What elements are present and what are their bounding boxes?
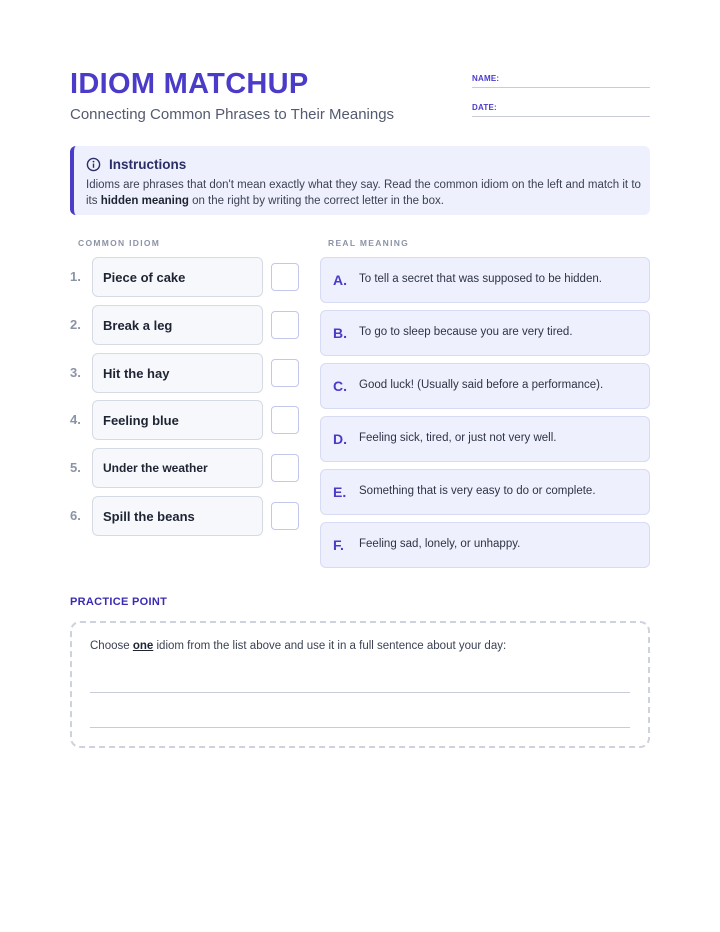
instructions-panel: [70, 146, 650, 215]
meaning-letter: F.: [333, 537, 344, 553]
idiom-card: [92, 305, 263, 345]
practice-prompt-emphasis: one: [132, 640, 154, 652]
idiom-row: [70, 305, 300, 345]
meaning-letter: A.: [333, 272, 347, 288]
idiom-row: [70, 257, 300, 297]
idiom-card: [92, 400, 263, 440]
meaning-letter: E.: [333, 484, 347, 500]
idiom-text: Hit the hay: [103, 366, 170, 381]
idiom-row: [70, 496, 300, 536]
meaning-letter: B.: [333, 325, 347, 341]
name-field[interactable]: [472, 70, 650, 88]
instructions-text-end: on the right by writing the correct letter in the box.: [188, 195, 444, 207]
meaning-card: [320, 416, 650, 462]
practice-panel: [70, 621, 650, 748]
page-subtitle: Connecting Common Phrases to Their Meanings: [70, 106, 395, 123]
info-icon: [86, 157, 101, 172]
meaning-text: Something that is very easy to do or complete.: [359, 485, 596, 497]
date-field[interactable]: [472, 99, 650, 117]
meaning-card: [320, 257, 650, 303]
date-label: DATE:: [472, 103, 497, 112]
idiom-text: Break a leg: [103, 318, 173, 333]
idiom-number: 1.: [70, 269, 81, 284]
answer-box[interactable]: [271, 502, 299, 530]
meaning-text: Feeling sick, tired, or just not very well.: [359, 432, 557, 444]
practice-prompt-end: idiom from the list above and use it in a full sentence about your day:: [153, 640, 507, 652]
idiom-card: [92, 257, 263, 297]
instructions-text-start: Idioms are phrases that don't mean exactly what they say. Read the common idiom on the left and match it to its: [86, 179, 641, 207]
answer-box[interactable]: [271, 263, 299, 291]
idiom-text: Piece of cake: [103, 270, 186, 285]
page-title: IDIOM MATCHUP: [70, 68, 309, 100]
idiom-number: 4.: [70, 412, 81, 427]
idiom-number: 6.: [70, 508, 81, 523]
idiom-number: 3.: [70, 365, 81, 380]
answer-box[interactable]: [271, 359, 299, 387]
meaning-card: [320, 522, 650, 568]
idiom-card: [92, 353, 263, 393]
meaning-text: To tell a secret that was supposed to be hidden.: [359, 273, 602, 285]
idiom-number: 5.: [70, 460, 81, 475]
instructions-title: Instructions: [109, 157, 187, 172]
meaning-text: To go to sleep because you are very tired.: [359, 326, 573, 338]
answer-box[interactable]: [271, 311, 299, 339]
answer-box[interactable]: [271, 406, 299, 434]
meaning-card: [320, 363, 650, 409]
idiom-text: Spill the beans: [103, 509, 195, 524]
practice-title: PRACTICE POINT: [70, 596, 168, 608]
meaning-card: [320, 310, 650, 356]
writing-line[interactable]: [90, 692, 630, 693]
meaning-letter: C.: [333, 378, 347, 394]
idiom-card: [92, 448, 263, 488]
practice-prompt-start: Choose: [90, 640, 133, 652]
meaning-card: [320, 469, 650, 515]
answer-box[interactable]: [271, 454, 299, 482]
idiom-number: 2.: [70, 317, 81, 332]
idiom-text: Feeling blue: [103, 413, 179, 428]
instructions-text-emphasis: hidden meaning: [100, 195, 189, 207]
idiom-text: Under the weather: [103, 461, 208, 475]
worksheet-page: [70, 0, 650, 932]
instructions-header: [86, 157, 186, 172]
instructions-text: [86, 177, 642, 209]
column-header-meaning: REAL MEANING: [328, 238, 410, 248]
idiom-row: [70, 400, 300, 440]
meaning-letter: D.: [333, 431, 347, 447]
idiom-row: [70, 448, 300, 488]
practice-prompt: [90, 640, 506, 652]
meaning-text: Feeling sad, lonely, or unhappy.: [359, 538, 521, 550]
meaning-text: Good luck! (Usually said before a performance).: [359, 379, 604, 391]
name-label: NAME:: [472, 74, 500, 83]
column-header-idiom: COMMON IDIOM: [78, 238, 161, 248]
idiom-card: [92, 496, 263, 536]
writing-line[interactable]: [90, 727, 630, 728]
idiom-row: [70, 353, 300, 393]
